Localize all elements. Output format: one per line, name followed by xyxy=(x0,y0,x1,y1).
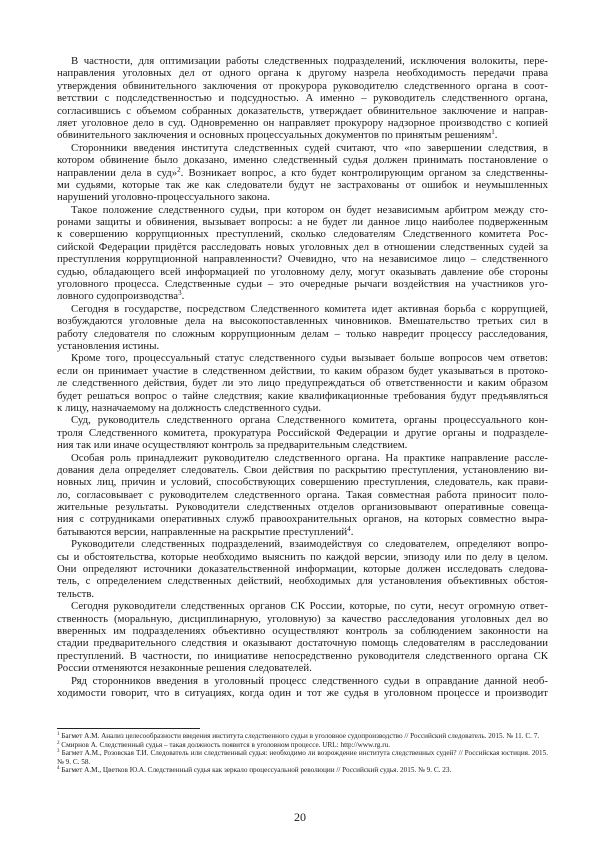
line-text: тель, с определением следственных действий, необходимых для установления объективных обстоя- xyxy=(57,575,548,588)
text-line xyxy=(57,402,548,414)
text-line xyxy=(57,476,548,488)
text-line xyxy=(57,513,548,525)
text-line xyxy=(57,501,548,513)
line-text: ло, согласовывает с руководителем следственного органа. Такая совместная работа приносит поло- xyxy=(57,488,548,501)
text-line xyxy=(57,340,548,352)
line-text: направления уголовных дел от одного органа к другому назрела необходимость передачи права xyxy=(57,67,548,80)
text-line xyxy=(57,216,548,228)
text-line xyxy=(57,414,548,426)
paragraph xyxy=(57,303,548,353)
text-line xyxy=(57,55,548,67)
text-line xyxy=(57,241,548,253)
line-text: к совершению коррупционных преступлений, сколько следователям Следственного комитета Рос- xyxy=(57,228,548,241)
footnote-number: 4 xyxy=(57,766,60,772)
footnote-number: 1 xyxy=(57,732,60,737)
line-text: ния так или иначе осуществляют контроль за предварительным следствием. xyxy=(57,439,408,452)
text-line xyxy=(57,315,548,327)
text-line xyxy=(57,67,548,79)
footnote-text: Багмет А.М., Розовская Т.И. Следователь или следственный судья: необходимо ли возрождение института следственных судей? // Российская юстиция. 2015. № 9. С. 58. xyxy=(57,749,548,766)
footnote-text: Багмет А.М., Цветков Ю.А. Следственный судья как зеркало процессуальной революции // Российский судья. 2015. № 9. С. 23. xyxy=(61,766,452,775)
paragraph xyxy=(57,204,548,303)
line-text: батываются версии, направленные на раскрытие преступлений xyxy=(57,525,348,538)
line-text: тельств. xyxy=(57,587,95,600)
line-text: ловного судопроизводства xyxy=(57,290,179,303)
text-line xyxy=(57,154,548,166)
text-line xyxy=(57,489,548,501)
text-line xyxy=(57,365,548,377)
line-text: ния с сотрудниками оперативных служб правоохранительных органов, на которых совместно выра- xyxy=(57,513,548,526)
text-line xyxy=(57,142,548,154)
text-line xyxy=(57,290,548,302)
text-line xyxy=(57,675,548,687)
footnote xyxy=(57,732,548,741)
text-line xyxy=(57,563,548,575)
line-text: ственность (моральную, дисциплинарную, уголовную) за качество расследования уголовных дел во xyxy=(57,612,548,625)
footnote-ref[interactable]: 4 xyxy=(347,524,351,533)
text-line xyxy=(57,551,548,563)
text-line xyxy=(57,427,548,439)
line-text: Ряд сторонников введения в уголовный процесс следственного судьи в оправдание данной необ- xyxy=(71,674,548,687)
line-text: новных лиц, причин и условий, способствующих совершению преступления, следователь, как прави- xyxy=(57,476,548,489)
text-line xyxy=(57,538,548,550)
paragraph xyxy=(57,142,548,204)
footnote-ref[interactable]: 2 xyxy=(177,165,181,174)
line-text: сы и обстоятельства, которые необходимо выяснить по каждой версии, эпизоду или по делу в целом. xyxy=(57,550,548,563)
text-line xyxy=(57,228,548,240)
text-line xyxy=(57,390,548,402)
text-line xyxy=(57,575,548,587)
text-line xyxy=(57,179,548,191)
line-text: преступлений. В частности, по инициативе непосредственно руководителя следственного органа СК xyxy=(57,649,548,662)
line-text: жительные результаты. Руководители следственных отделов организовывают оперативные совеща- xyxy=(57,501,548,514)
text-line xyxy=(57,278,548,290)
line-text: ми судьями, которые так же как следователи будут не застрахованы от ошибок и неумышленных xyxy=(57,178,548,191)
line-text: сийской Федерации придётся расследовать новых уголовных дел в отношении следственных судей за xyxy=(57,240,548,253)
paragraph xyxy=(57,452,548,539)
line-text: . xyxy=(494,129,498,142)
text-line xyxy=(57,352,548,364)
paragraph xyxy=(57,538,548,600)
line-text: нарушений уголовно-процессуального закона. xyxy=(57,191,271,204)
line-text: Такое положение следственного судьи, при котором он будет независимым арбитром между сто- xyxy=(71,203,548,216)
line-text: обвинительного заключения и основных процессуальных документов по принятым решениям xyxy=(57,129,492,142)
line-text: к лицу, назначаемому на должность следственного судьи. xyxy=(57,401,322,414)
text-line xyxy=(57,687,548,699)
line-text: дования дела определяет следователь. Свои действия по раскрытию преступления, установлению ви- xyxy=(57,463,548,476)
line-text: ветствии с подследственностью и подсудностью. А именно – руководитель следственного органа, xyxy=(57,92,548,105)
text-line xyxy=(57,600,548,612)
text-line xyxy=(57,588,548,600)
footnotes xyxy=(57,732,548,775)
line-text: будет решаться вопрос о тайне следствия; какие квалификационные требования будут предъявляться xyxy=(57,389,548,402)
line-text: возбуждаются уголовные дела на высокопоставленных чиновников. Вмешательство третьих сил в xyxy=(57,315,548,328)
text-line xyxy=(57,105,548,117)
line-text: преступления коррупционной направленности? Очевидно, что на независимое лицо – следственного xyxy=(57,253,548,266)
line-text: уголовного процесса. Следственные судьи – это очередные рычаги воздействия на участников уго- xyxy=(57,278,548,291)
footnote-separator xyxy=(57,728,200,729)
text-line xyxy=(57,439,548,451)
footnote-text: Смирнов А. Следственный судья – такая должность появится в уголовном процессе. URL: http://www.rg.ru. xyxy=(61,740,390,749)
text-line xyxy=(57,92,548,104)
footnote-text: Багмет А.М. Анализ целесообразности введения института следственного судьи в уголовное судопроизводство // Российский следователь. 2015. № 11. С. 7. xyxy=(61,732,540,740)
text-line xyxy=(57,191,548,203)
text-line xyxy=(57,80,548,92)
footnote xyxy=(57,749,548,766)
line-text: России отменяются незаконные решения следователей. xyxy=(57,662,312,675)
line-text: Кроме того, процессуальный статус следственного судьи вызывает больше вопросов чем ответов: xyxy=(71,352,548,365)
line-text: котором обвинение было доказано, именно следственный судья должен принимать постановление о xyxy=(57,154,548,167)
text-line xyxy=(57,464,548,476)
text-line xyxy=(57,204,548,216)
text-line xyxy=(57,637,548,649)
line-text: ляет уголовное дело в суд. Одновременно он направляет прокурору надзорное производство с копией xyxy=(57,116,548,129)
text-line xyxy=(57,613,548,625)
text-line xyxy=(57,526,548,538)
line-text: утверждения обвинительного заключения от прокурора руководителю следственного органа в соот- xyxy=(57,79,548,92)
paragraph xyxy=(57,675,548,700)
text-line xyxy=(57,303,548,315)
body-text xyxy=(57,55,548,699)
line-text: . xyxy=(350,525,354,538)
footnote-ref[interactable]: 1 xyxy=(491,128,495,137)
text-line xyxy=(57,328,548,340)
line-text: работу следователя по сложным коррупционным делам – только навредит процессу расследования, xyxy=(57,327,548,340)
footnote-ref[interactable]: 3 xyxy=(178,289,182,298)
text-line xyxy=(57,129,548,141)
paragraph xyxy=(57,600,548,674)
text-line xyxy=(57,625,548,637)
text-line xyxy=(57,117,548,129)
paragraph xyxy=(57,414,548,451)
line-text: Сегодня в государстве, посредством Следственного комитета идет активная борьба с коррупцией, xyxy=(71,302,548,315)
line-text: ходимости говорит, что в ситуациях, когда один и тот же судья в уголовном процессе и производит xyxy=(57,686,548,699)
footnote-number: 3 xyxy=(57,749,60,755)
line-text: . xyxy=(181,290,185,303)
text-line xyxy=(57,253,548,265)
line-text: Сегодня руководители следственных органов СК России, которые, по сути, несут огромную ответ- xyxy=(71,600,548,613)
line-text: направлении дела в суд» xyxy=(57,166,178,179)
paragraph xyxy=(57,352,548,414)
line-text: если он принимает участие в следственном действии, то каким образом будет указываться в протоко- xyxy=(57,364,548,377)
footnote-number: 2 xyxy=(57,740,60,746)
line-text: . Возникает вопрос, а кто будет контролирующим органом за следственны- xyxy=(180,166,548,179)
line-text: Руководители следственных подразделений, взаимодействуя со следователем, определяют вопро- xyxy=(71,538,548,551)
line-text: стадии предварительного следствия и оказывают достаточную помощь следователям в расследовании xyxy=(57,637,548,650)
line-text: ронами защиты и обвинения, вызывает вопросы: а не будет ли данное лицо наиболее подверженным xyxy=(57,216,548,229)
line-text: В частности, для оптимизации работы следственных подразделений, исключения волокиты, пере- xyxy=(71,55,548,67)
line-text: троля Следственного комитета, прокуратура Российской Федерации и другие органы и подразделе- xyxy=(57,426,548,439)
line-text: Особая роль принадлежит руководителю следственного органа. На практике направление рассле- xyxy=(71,451,548,464)
line-text: судью, обладающего всей информацией по уголовному делу, могут оказывать давление обе стороны xyxy=(57,265,548,278)
line-text: вверенных им подразделениях объективно осуществляют контроль за соблюдением законности на xyxy=(57,624,548,637)
text-line xyxy=(57,266,548,278)
line-text: установления истины. xyxy=(57,339,160,352)
line-text: согласившись с объемом собранных доказательств, утверждает обвинительное заключение и направ- xyxy=(57,104,548,117)
footnote xyxy=(57,766,548,775)
footnote xyxy=(57,741,548,750)
text-line xyxy=(57,662,548,674)
line-text: Сторонники введения института следственных судей считают, что «по завершении следствия, в xyxy=(71,141,548,154)
line-text: Суд, руководитель следственного органа Следственного комитета, органы процессуального кон- xyxy=(71,414,548,427)
line-text: ле следственного действия, будет ли это лицо предупреждаться об ответственности и каким образом xyxy=(57,377,548,390)
text-line xyxy=(57,377,548,389)
text-line xyxy=(57,452,548,464)
text-line xyxy=(57,167,548,179)
text-line xyxy=(57,650,548,662)
paragraph xyxy=(57,55,548,142)
page-number: 20 xyxy=(294,810,306,824)
line-text: Они определяют источники доказательственной информации, которые должен исследовать следова- xyxy=(57,563,548,576)
